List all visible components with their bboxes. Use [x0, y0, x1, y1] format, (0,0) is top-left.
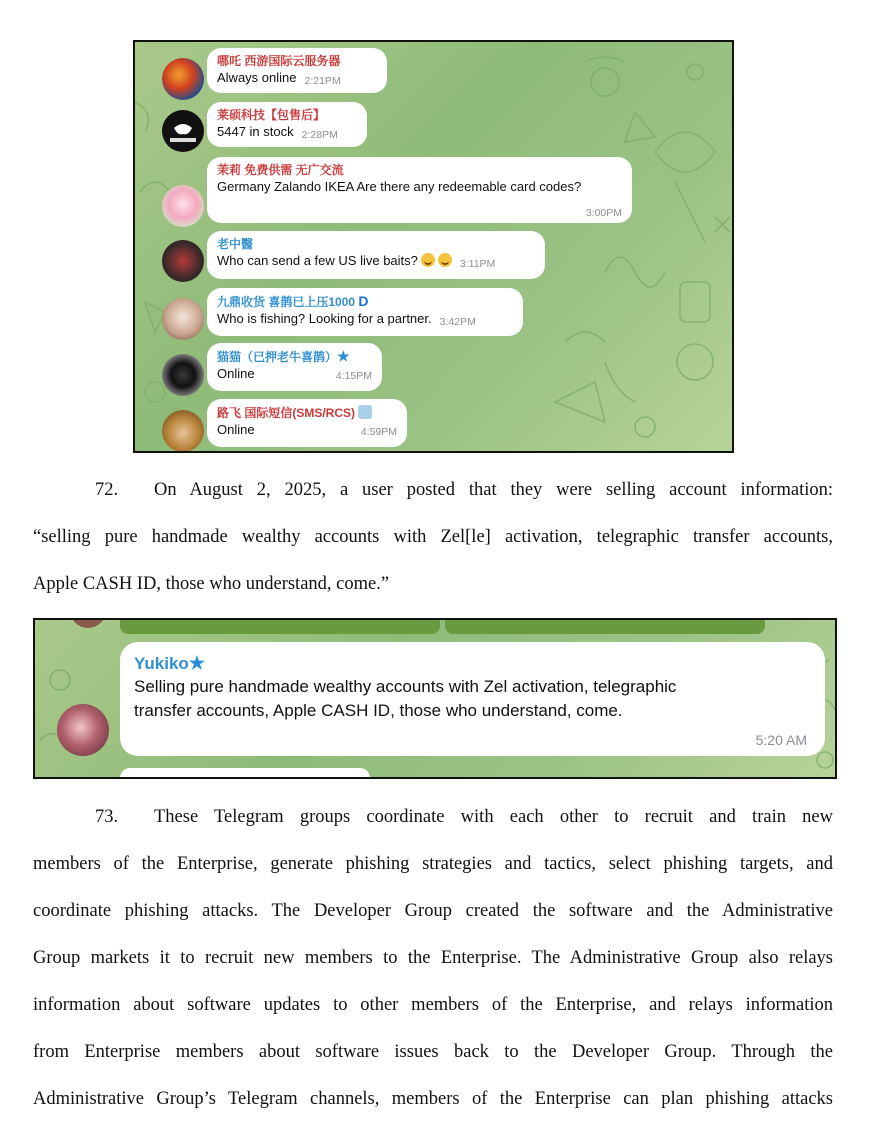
message-time: 2:28PM — [301, 129, 338, 141]
avatar[interactable] — [162, 240, 204, 282]
sender-name[interactable]: 莱硕科技【包售后】 — [217, 108, 326, 122]
message-time: 2:21PM — [304, 75, 341, 87]
message-bubble — [207, 157, 632, 223]
message-bubble — [120, 642, 825, 756]
message-text: Always online — [217, 70, 297, 85]
message-text: Online — [217, 366, 255, 381]
d-badge-icon: D — [358, 293, 369, 309]
telegram-screenshot-2 — [33, 618, 837, 779]
tab-bar — [120, 620, 440, 634]
message-text: Who can send a few US live baits? — [217, 253, 418, 268]
avatar[interactable] — [162, 410, 204, 452]
paragraph-text: Apple CASH ID, those who understand, come.” — [33, 574, 390, 594]
logo-icon — [162, 110, 204, 152]
paragraph-number: 72. — [95, 480, 119, 500]
paragraph-text: Group markets it to recruit new members to the Enterprise. The Administrative Group also relays — [33, 948, 833, 968]
message-time: 4:15PM — [335, 370, 372, 382]
avatar[interactable] — [162, 298, 204, 340]
rcs-emoji-icon — [358, 405, 372, 419]
message-time: 5:20 AM — [755, 732, 807, 748]
message-time: 4:59PM — [360, 426, 397, 438]
message-text: 5447 in stock — [217, 124, 294, 139]
message-text: Who is fishing? Looking for a partner. — [217, 311, 432, 326]
avatar[interactable] — [162, 354, 204, 396]
sender-name[interactable]: 九鼎收货 喜鹊已上压1000 D — [217, 293, 369, 309]
paragraph-number: 73. — [95, 807, 119, 827]
message-text: transfer accounts, Apple CASH ID, those who understand, come. — [134, 701, 623, 720]
laughing-emoji-icon — [438, 253, 452, 267]
sender-name[interactable]: 老中醫 — [217, 237, 254, 251]
avatar-partial — [70, 618, 106, 628]
paragraph-text: These Telegram groups coordinate with each other to recruit and train new — [154, 807, 833, 827]
paragraph-72 — [33, 467, 833, 608]
message-time: 3:42PM — [439, 316, 476, 328]
paragraph-73 — [33, 794, 833, 1123]
message-bubble — [207, 288, 523, 336]
message-bubble — [207, 48, 387, 93]
sender-name[interactable]: 猫猫（已押老牛喜鹊）★ — [217, 348, 350, 364]
message-text: Germany Zalando IKEA Are there any redeemable card codes? — [217, 179, 582, 194]
avatar[interactable] — [162, 58, 204, 100]
tab-bar — [445, 620, 765, 634]
star-icon: ★ — [188, 653, 205, 673]
paragraph-text: Administrative Group’s Telegram channels, members of the Enterprise can plan phishing attacks — [33, 1089, 833, 1109]
sender-name[interactable]: 哪吒 西游国际云服务器 — [217, 54, 341, 68]
message-text: Selling pure handmade wealthy accounts with Zel activation, telegraphic — [134, 677, 677, 696]
telegram-screenshot-1 — [133, 40, 734, 453]
paragraph-text: information about software updates to other members of the Enterprise, and relays information — [33, 995, 833, 1015]
avatar[interactable] — [57, 704, 109, 756]
paragraph-text: On August 2, 2025, a user posted that they were selling account information: — [154, 480, 833, 500]
avatar[interactable] — [162, 110, 204, 152]
message-time: 3:11PM — [459, 258, 496, 270]
paragraph-text: from Enterprise members about software issues back to the Developer Group. Through the — [33, 1042, 833, 1062]
paragraph-text: coordinate phishing attacks. The Developer Group created the software and the Administrative — [33, 901, 833, 921]
next-message-partial — [120, 768, 370, 779]
paragraph-text: members of the Enterprise, generate phishing strategies and tactics, select phishing targets, and — [33, 854, 833, 874]
message-time: 3:00PM — [585, 207, 622, 219]
message-text: Online — [217, 422, 255, 437]
paragraph-text: “selling pure handmade wealthy accounts with Zel[le] activation, telegraphic transfer accounts, — [33, 527, 833, 547]
sender-name[interactable]: Yukiko★ — [134, 653, 205, 673]
star-icon: ★ — [337, 348, 350, 364]
laughing-emoji-icon — [421, 253, 435, 267]
message-bubble — [207, 102, 367, 147]
sender-name[interactable]: 茉莉 免费供需 无广交流 — [217, 163, 344, 177]
message-bubble — [207, 399, 407, 447]
avatar[interactable] — [162, 185, 204, 227]
sender-name[interactable]: 路飞 国际短信(SMS/RCS) — [217, 405, 397, 421]
message-bubble — [207, 343, 382, 391]
message-bubble — [207, 231, 545, 279]
